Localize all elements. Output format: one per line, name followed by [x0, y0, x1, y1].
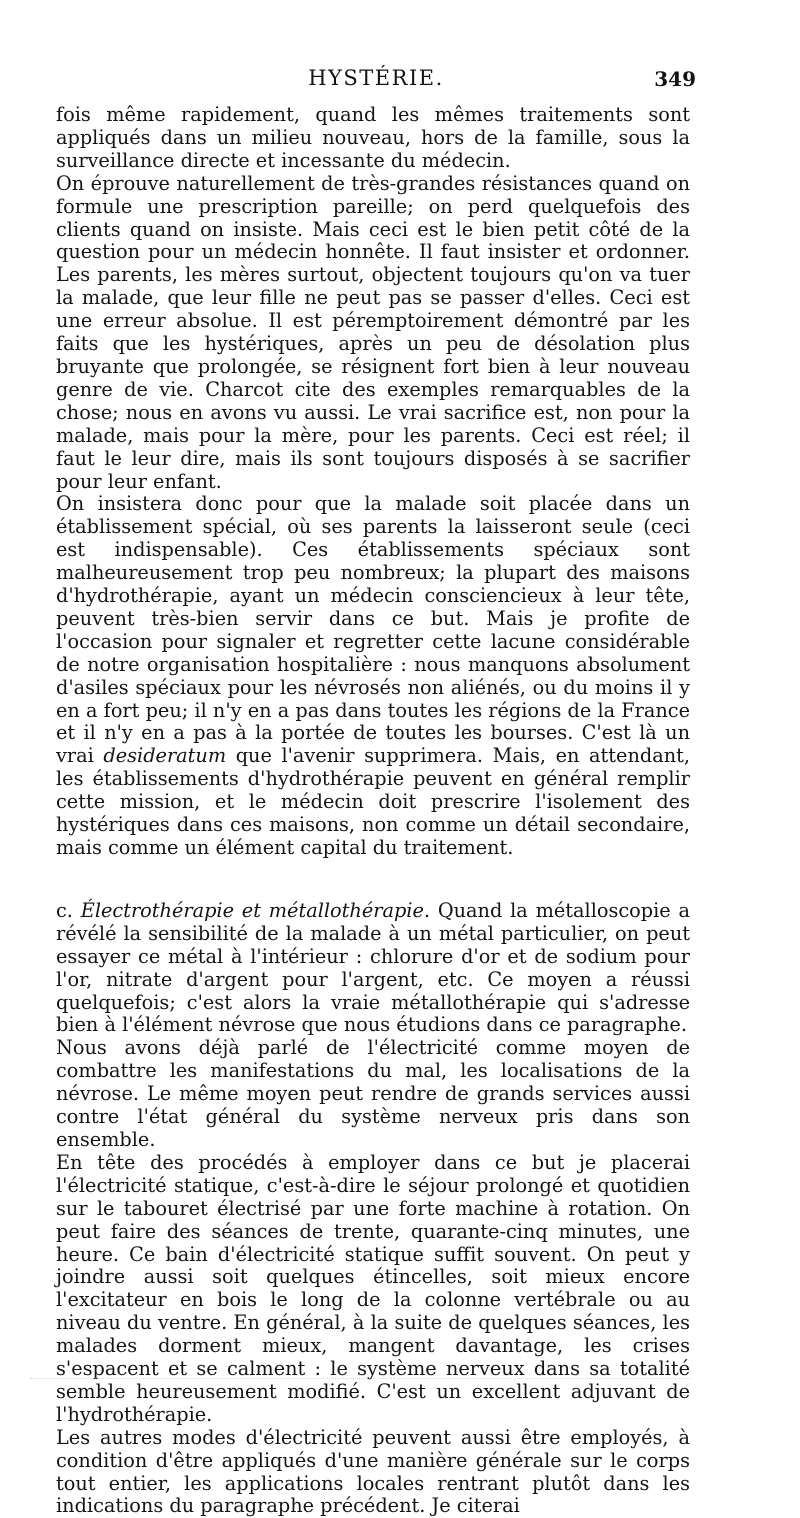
paragraph: En tête des procédés à employer dans ce but je placerai l'électricité statique, c'est-à-dire le séjour prolongé et quotidien sur le tabouret électrisé par une forte machine à rotation. On peut faire des séances de trente, quarante-cinq minutes, une heure. Ce bain d'électricité statique suffit souvent. On peut y joindre aussi soit quelques étincelles, soit mieux encore l'excitateur en bois le long de la colonne vertébrale ou au niveau du ventre. En général, à la suite de quelques séances, les malades dorment mieux, mangent davantage, les crises s'espacent et se calment : le système nerveux dans sa totalité semble heureusement modifié. C'est un excellent adjuvant de l'hydrothérapie.	[56, 1150, 690, 1426]
scan-specks	[30, 1378, 690, 1385]
body-text	[56, 104, 690, 1518]
paragraph: On éprouve naturellement de très-grandes résistances quand on formule une prescription pareille; on perd quelquefois des clients quand on insiste. Mais ceci est le bien petit côté de la question pour un médecin honnête. Il faut insister et ordonner. Les parents, les mères surtout, objectent toujours qu'on va tuer la malade, que leur fille ne peut pas se passer d'elles. Ceci est une erreur absolue. Il est péremptoirement démontré par les faits que les hystériques, après un peu de désolation plus bruyante que prolongée, se résignent fort bien à leur nouveau genre de vie. Charcot cite des exemples remarquables de la chose; nous en avons vu aussi. Le vrai sacrifice est, non pour la malade, mais pour la mère, pour les parents. Ceci est réel; il faut le leur dire, mais ils sont toujours disposés à se sacrifier pour leur enfant.	[56, 171, 690, 493]
paragraph	[56, 493, 690, 860]
section-title: Électrothérapie et métallothérapie.	[80, 898, 430, 922]
paragraph-text: On insistera donc pour que la malade soit placée dans un établissement spécial, où ses parents la laisseront seule (ceci est indispensable). Ces établissements spéciaux sont malheureusement trop peu nombreux; la plupart des maisons d'hydrothérapie, ayant un médecin consciencieux à leur tête, peuvent très-bien servir dans ce but. Mais je profite de l'occasion pour signaler et regretter cette lacune considérable de notre organisation hospitalière : nous manquons absolument d'asiles spéciaux pour les névrosés non aliénés, ou du moins il y en a fort peu; il n'y en a pas dans toutes les régions de la France et il n'y en a pas à la portée de toutes les bourses. C'est là un vrai	[56, 492, 690, 768]
page-number: 349	[654, 67, 696, 91]
paragraph-text: que l'avenir supprimera. Mais, en attendant, les établissements d'hydrothérapie peuvent en général remplir cette mission, et le médecin doit prescrire l'isolement des hystériques dans ces maisons, non comme un détail secondaire, mais comme un élément capital du traitement.	[56, 744, 691, 859]
section-text: Quand la métalloscopie a révélé la sensibilité de la malade à un métal particulier, on peut essayer ce métal à l'intérieur : chlorure d'or et de sodium pour l'or, nitrate d'argent pour l'argent, etc. Ce moyen a réussi quelquefois; c'est alors la vraie métallothérapie qui s'adresse bien à l'élément névrose que nous étudions dans ce paragraphe.	[56, 898, 690, 1037]
page-header	[56, 66, 696, 96]
paragraph: Les autres modes d'électricité peuvent aussi être employés, à condition d'être appliqués d'une manière générale sur le corps tout entier, les applications locales rentrant plutôt dans les indications du paragraphe précédent. Je citerai	[56, 1425, 690, 1518]
running-title: HYSTÉRIE.	[308, 66, 444, 90]
paragraph: Nous avons déjà parlé de l'électricité comme moyen de combattre les manifestations du mal, les localisations de la névrose. Le même moyen peut rendre de grands services aussi contre l'état général du système nerveux pris dans son ensemble.	[56, 1036, 690, 1151]
latin-term: desideratum	[103, 744, 227, 768]
section-c-paragraph	[56, 900, 690, 1037]
paragraph: fois même rapidement, quand les mêmes traitements sont appliqués dans un milieu nouveau, hors de la famille, sous la surveillance directe et incessante du médecin.	[56, 103, 690, 172]
section-label: c.	[56, 898, 81, 922]
